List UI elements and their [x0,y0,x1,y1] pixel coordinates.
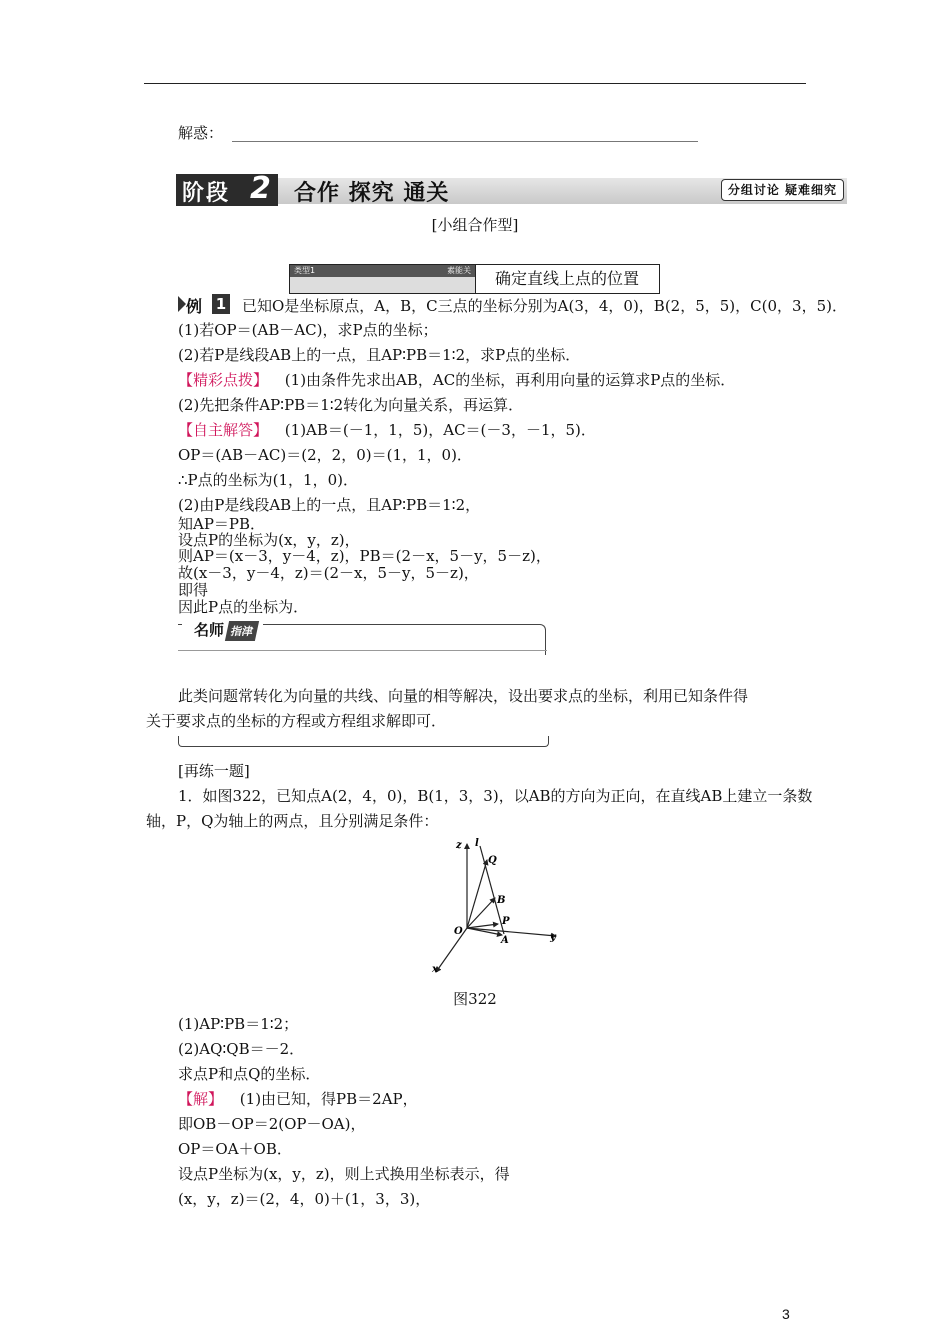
label-x: x [432,964,438,975]
group-type-heading: [小组合作型] [431,216,519,234]
solution-line-6: 设点P的坐标为(x，y，z)， [178,531,360,549]
practice-solution-line-3: OP＝OA＋OB． [178,1140,292,1158]
stage-number: 2 [250,171,271,206]
example-question-2: (2)若P是线段AB上的一点，且AP∶PB＝1∶2，求P点的坐标． [178,346,581,364]
guide-text-2: 关于要求点的坐标的方程或方程组求解即可． [146,712,447,730]
example-stem: 已知O是坐标原点，A，B，C三点的坐标分别为A(3，4，0)，B(2，5，5)，C(0，3，5)． [242,297,847,315]
stage-box [176,171,278,206]
figure-caption: 图322 [453,990,497,1008]
label-p: P [502,916,510,927]
solution-line-2: OP＝(AB－AC)＝(2，2，0)＝(1，1，0)． [178,446,472,464]
hint-line-1 [178,370,735,390]
practice-heading: [再练一题] [178,762,250,780]
practice-ask: 求点P和点Q的坐标． [178,1065,321,1083]
type-box-small-right: 素能关 [447,266,471,275]
practice-solution-line-4: 设点P坐标为(x，y，z)，则上式换用坐标表示，得 [178,1165,510,1183]
label-y: y [550,932,556,943]
solution-line-8: 故(x－3，y－4，z)＝(2－x，5－y，5－z)， [178,564,479,582]
guide-name: 名师 [194,621,225,639]
hint-tag: 【精彩点拨】 [178,371,269,389]
practice-stem-2: 轴，P，Q为轴上的两点，且分别满足条件： [146,812,439,830]
example-number: 1 [212,294,230,314]
banner-title: 合作 探究 通关 [294,181,450,206]
solution-line-5: 知AP＝PB． [178,515,266,533]
type-box [289,264,660,294]
type-box-label: 确定直线上点的位置 [495,269,640,288]
solution-line-4: (2)由P是线段AB上的一点，且AP∶PB＝1∶2， [178,496,481,514]
label-a: A [501,935,509,946]
condition-2: (2)AQ∶QB＝－2． [178,1040,305,1058]
hint-text-1: (1)由条件先求出AB，AC的坐标，再利用向量的运算求P点的坐标． [284,371,736,389]
condition-1: (1)AP∶PB＝1∶2； [178,1015,299,1033]
example-word: 例 [186,297,203,316]
jiehuo-label: 解惑： [178,124,224,142]
header-rule [144,83,806,84]
solution-line-7: 则AP＝(x－3，y－4，z)，PB＝(2－x，5－y，5－z)， [178,547,551,565]
hint-line-2: (2)先把条件AP∶PB＝1∶2转化为向量关系，再运算． [178,396,524,414]
example-arrow-icon [178,296,186,312]
label-o: O [454,926,463,937]
example-question-1: (1)若OP＝(AB－AC)，求P点的坐标； [178,321,438,339]
solution-line-3: ∴P点的坐标为(1，1，0)． [178,471,358,489]
guide-text-1: 此类问题常转化为向量的共线、向量的相等解决，设出要求点的坐标，利用已知条件得 [178,687,749,705]
example-marker [178,294,234,314]
guide-label [182,618,263,642]
guide-base-line [178,648,547,651]
stage-label: 阶段 [182,181,231,206]
solution-line-9: 即得 [178,581,209,599]
practice-solution-text-1: (1)由已知，得PB＝2AP， [239,1090,418,1108]
type-box-bar [290,265,475,277]
guide-box-bottom [178,736,549,747]
banner-tag: 分组讨论 疑难细究 [721,179,844,201]
practice-solution-tag: 【解】 [178,1090,224,1108]
label-b: B [497,895,506,906]
type-box-shade [290,277,475,293]
label-l: l [475,838,479,849]
solution-line-10: 因此P点的坐标为． [178,598,309,616]
practice-solution-line-5: (x，y，z)＝(2，4，0)＋(1，3，3)， [178,1190,431,1208]
guide-box-top [178,621,547,656]
practice-stem-1: 1．如图322，已知点A(2，4，0)，B(1，3，3)，以AB的方向为正向，在直线AB上建立一条数 [178,787,813,805]
jiehuo-blank-line [232,141,698,142]
page-number: 3 [782,1306,790,1322]
type-box-small-left: 类型1 [294,266,316,275]
practice-solution-line-1 [178,1089,418,1109]
solution-tag: 【自主解答】 [178,421,269,439]
stage-banner [176,171,847,206]
label-z: z [456,840,462,851]
type-box-separator [475,265,476,293]
practice-solution-line-2: 即OB－OP＝2(OP－OA)， [178,1115,366,1133]
guide-pin: 指津 [225,621,259,641]
solution-text-1: (1)AB＝(－1，1，5)，AC＝(－3，－1，5)． [284,421,596,439]
y-axis [467,928,556,936]
vector-op [467,924,498,928]
solution-line-1 [178,420,596,440]
label-q: Q [488,855,497,866]
coordinate-figure [432,832,580,982]
